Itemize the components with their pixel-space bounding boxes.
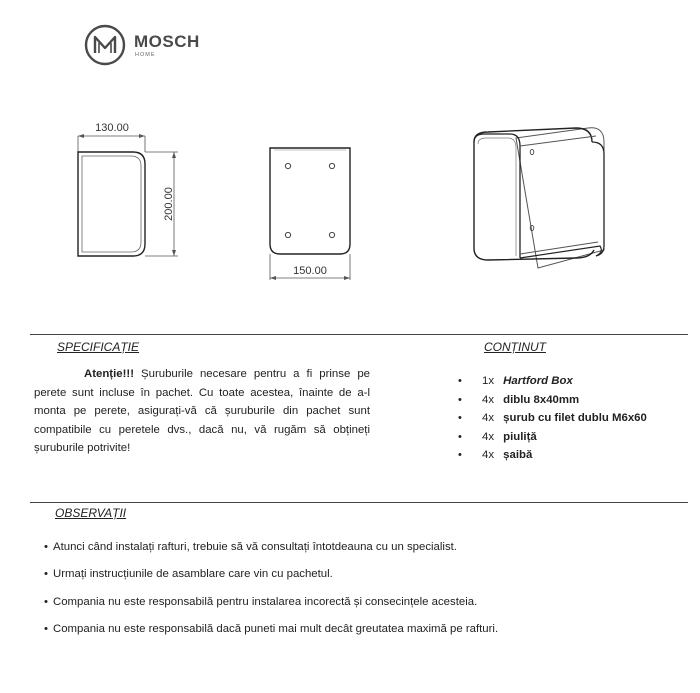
warning-label: Atenție!!!: [84, 368, 134, 380]
mosch-logo-icon: [84, 24, 126, 66]
observations-divider: [30, 502, 688, 503]
specification-body: Șuruburile necesare pentru a fi prinse pe perete sunt incluse în pachet. Cu toate acestea, înainte de a-l monta pe perete, asigurați-vă că șuruburile din pachet sunt compatibile cu peretele dvs., dacă nu, vă rugăm să obțineți șuruburile potrivite!: [34, 368, 370, 455]
specification-divider: [30, 334, 688, 335]
list-item: • Compania nu este responsabilă dacă puneti mai mult decât greutatea maximă pe rafturi.: [44, 622, 499, 635]
contents-list: [458, 372, 647, 465]
list-item: • 4x șaibă: [458, 449, 533, 462]
observations-title: OBSERVAȚII: [55, 506, 127, 520]
observations-list: [44, 540, 498, 649]
width-dimension-label: 130.00: [95, 122, 129, 134]
specification-title: SPECIFICAȚIE: [57, 340, 140, 354]
back-view-drawing: [262, 140, 362, 290]
specification-text: [34, 365, 370, 458]
side-view-drawing: [60, 116, 190, 266]
back-width-dimension-label: 150.00: [293, 265, 327, 277]
list-item: • 1x Hartford Box: [458, 375, 573, 387]
brand-logo: [84, 24, 214, 70]
list-item: • 4x șurub cu filet dublu M6x60: [458, 412, 647, 425]
brand-name: MOSCH: [134, 32, 200, 51]
list-item: • Urmați instrucțiunile de asamblare care vin cu pachetul.: [44, 568, 333, 581]
list-item: • Atunci când instalați rafturi, trebuie să vă consultați întotdeauna cu un specialist.: [44, 541, 457, 553]
list-item: • 4x diblu 8x40mm: [458, 393, 580, 406]
contents-title: CONȚINUT: [484, 340, 546, 354]
list-item: • Compania nu este responsabilă pentru instalarea incorectă și consecințele acesteia.: [44, 595, 478, 608]
height-dimension-label: 200.00: [163, 187, 175, 221]
isometric-view-drawing: [458, 120, 618, 280]
list-item: • 4x piuliță: [458, 430, 537, 443]
brand-subtitle: HOME: [135, 52, 156, 58]
